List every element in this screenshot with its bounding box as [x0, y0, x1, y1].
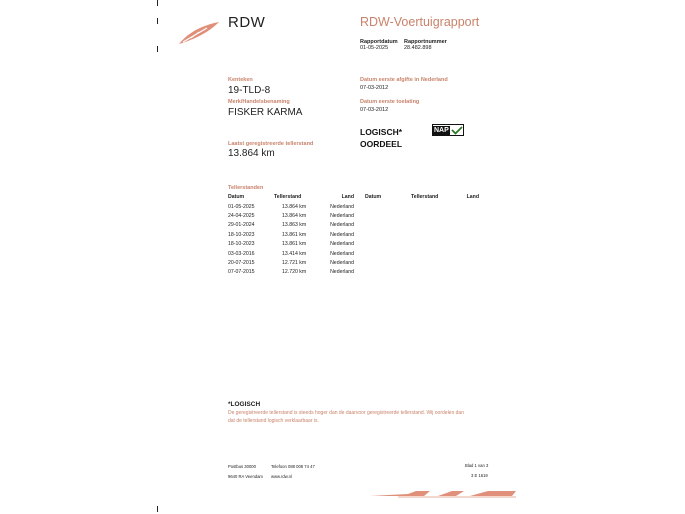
logo-text: RDW [228, 14, 266, 31]
report-title: RDW-Voertuigrapport [360, 15, 480, 29]
table-row [228, 221, 354, 230]
kenteken-value: 19-TLD-8 [228, 85, 271, 96]
nap-text: NAP [434, 126, 449, 134]
table-row [228, 202, 354, 211]
table-row [228, 240, 354, 249]
merk-label: Merk/Handelsbenaming [228, 99, 290, 105]
table-header-row [228, 192, 354, 202]
oordeel-line2: OORDEEL [360, 139, 403, 149]
footer-page: Blad 1 van 3 [465, 463, 489, 468]
footer-phone: Telefoon 088 008 74 47 [271, 464, 315, 469]
note-title: *LOGISCH [228, 401, 261, 408]
col-tellerstand-header: Tellerstand [274, 194, 302, 200]
table-row [228, 249, 354, 258]
rapportdatum-value: 01-05-2025 [360, 45, 389, 51]
col-land-header-right: Land [466, 194, 479, 200]
oordeel-line1: LOGISCH* [360, 127, 403, 137]
footer-code: 3 E 1619 [471, 473, 488, 478]
note-text-line2: dat de tellerstand logisch verklaarbaar is. [228, 418, 319, 424]
col-datum-header: Datum [228, 194, 245, 200]
tellerstanden-table [228, 192, 354, 277]
table-row [228, 268, 354, 277]
toelating-label: Datum eerste toelating [360, 99, 420, 105]
col-land-header: Land [341, 194, 354, 200]
cell-tellerstand: 13.861 km [282, 241, 307, 248]
cell-datum: 03-03-2016 [228, 250, 255, 257]
cell-tellerstand: 12.720 km [282, 269, 307, 276]
afgifte-label: Datum eerste afgifte in Nederland [360, 77, 448, 83]
cell-land: Nederland [330, 213, 354, 220]
cell-land: Nederland [330, 241, 354, 248]
cell-land: Nederland [330, 269, 354, 276]
rapportdatum-label: Rapportdatum [360, 39, 398, 45]
cell-tellerstand: 13.414 km [282, 250, 307, 257]
cell-datum: 18-10-2023 [228, 231, 255, 238]
cell-tellerstand: 13.864 km [282, 213, 307, 220]
tellerstanden-table-right [365, 192, 479, 202]
cell-datum: 18-10-2023 [228, 241, 255, 248]
table-row [228, 211, 354, 220]
cell-datum: 29-01-2024 [228, 222, 255, 229]
merk-value: FISKER KARMA [228, 107, 303, 118]
cell-land: Nederland [330, 222, 354, 229]
cell-datum: 20-07-2015 [228, 260, 255, 267]
cell-datum: 01-05-2025 [228, 203, 255, 210]
cell-land: Nederland [330, 203, 354, 210]
rdw-logo-icon [177, 20, 221, 46]
tellerstanden-title: Tellerstanden [228, 185, 264, 191]
cell-land: Nederland [330, 250, 354, 257]
tellerstand-value: 13.864 km [228, 148, 275, 159]
col-tellerstand-header-right: Tellerstand [411, 194, 439, 200]
cell-datum: 07-07-2015 [228, 269, 255, 276]
tellerstand-label: Laatst geregistreerde tellerstand [228, 141, 314, 147]
cell-datum: 24-04-2025 [228, 213, 255, 220]
table-header-row [365, 192, 479, 202]
cell-land: Nederland [330, 231, 354, 238]
checkmark-icon [451, 126, 463, 135]
toelating-value: 07-03-2012 [360, 107, 389, 113]
nap-badge [432, 124, 464, 136]
oordeel-block [360, 126, 402, 150]
footer-web: www.rdw.nl [271, 474, 292, 479]
cell-tellerstand: 12.721 km [282, 260, 307, 267]
footer-stripe-icon [368, 489, 518, 499]
cell-tellerstand: 13.863 km [282, 222, 307, 229]
rapportnummer-label: Rapportnummer [404, 39, 447, 45]
kenteken-label: Kenteken [228, 77, 253, 83]
afgifte-value: 07-03-2012 [360, 85, 389, 91]
cell-tellerstand: 13.864 km [282, 203, 307, 210]
col-datum-header-right: Datum [365, 194, 382, 200]
footer-city: 9640 RA Veendam [228, 474, 263, 479]
cell-tellerstand: 13.861 km [282, 231, 307, 238]
footer-postbus: Postbus 30000 [228, 464, 256, 469]
table-row [228, 230, 354, 239]
table-row [228, 258, 354, 267]
cell-land: Nederland [330, 260, 354, 267]
note-text-line1: De geregistreerde tellerstand is steeds hoger dan de daarvoor geregistreerde tellerstand. Wij oordelen dan [228, 410, 464, 416]
rapportnummer-value: 28.482.898 [404, 45, 432, 51]
